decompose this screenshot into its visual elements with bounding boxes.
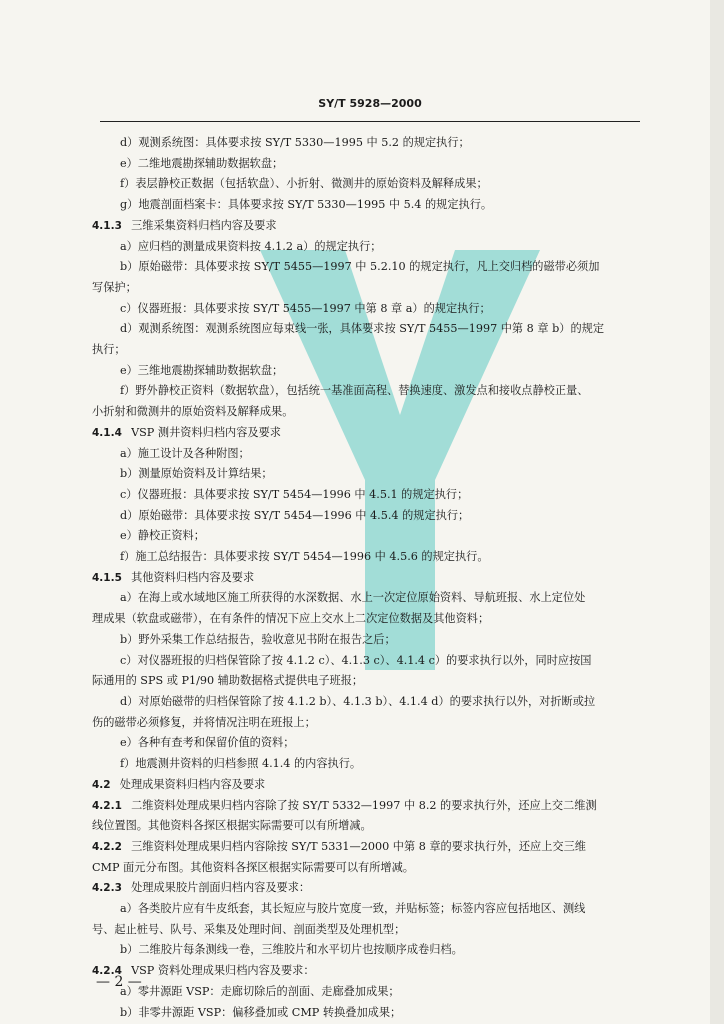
section-heading-line [92, 837, 652, 858]
text-line [92, 899, 652, 920]
line-text: b）二维胶片每条测线一卷，三维胶片和水平切片也按顺序成卷归档。 [120, 943, 463, 957]
text-line [92, 526, 652, 547]
line-text: 线位置图。其他资料各探区根据实际需要可以有所增减。 [92, 819, 372, 833]
text-line [92, 692, 652, 713]
line-text: a）施工设计及各种附图； [120, 446, 250, 460]
text-line [92, 319, 652, 340]
section-number: 4.1.5 [92, 571, 122, 584]
line-text: e）三维地震勘探辅助数据软盘； [120, 363, 284, 377]
section-heading-line [92, 961, 652, 982]
line-text: 二维资料处理成果归档内容除了按 SY/T 5332—1997 中 8.2 的要求执行外，还应上交二维测 [131, 798, 597, 812]
section-heading-line [92, 216, 652, 237]
text-line [92, 733, 652, 754]
text-line [92, 1003, 652, 1024]
text-line [92, 588, 652, 609]
text-line [92, 506, 652, 527]
line-text: d）原始磁带：具体要求按 SY/T 5454—1996 中 4.5.4 的规定执行； [120, 508, 470, 522]
page-header: SY/T 5928—2000 [318, 97, 422, 110]
text-line [92, 920, 652, 941]
line-text: 处理成果资料归档内容及要求 [119, 777, 266, 791]
line-text: VSP 资料处理成果归档内容及要求： [131, 964, 315, 978]
text-line [92, 816, 652, 837]
text-line [92, 754, 652, 775]
section-heading-line [92, 775, 652, 796]
line-text: d）观测系统图：观测系统图应每束线一张，具体要求按 SY/T 5455—1997 中第 8 章 b）的规定 [120, 322, 605, 336]
line-text: f）地震测井资料的归档参照 4.1.4 的内容执行。 [120, 757, 362, 771]
text-line [92, 982, 652, 1003]
section-heading-line [92, 796, 652, 817]
section-heading-line [92, 423, 652, 444]
line-text: 处理成果胶片剖面归档内容及要求： [131, 881, 311, 895]
line-text: f）表层静校正数据（包括软盘）、小折射、微测井的原始资料及解释成果； [120, 177, 488, 191]
section-number: 4.2.2 [92, 840, 122, 853]
line-text: CMP 面元分布图。其他资料各探区根据实际需要可以有所增减。 [92, 860, 414, 874]
line-text: 号、起止桩号、队号、采集及处理时间、剖面类型及处理机型； [92, 922, 406, 936]
line-text: e）静校正资料； [120, 529, 205, 543]
page-number: — 2 — [96, 974, 142, 990]
text-line [92, 651, 652, 672]
text-line [92, 464, 652, 485]
line-text: 伤的磁带必须修复，并将情况注明在班报上； [92, 715, 316, 729]
text-line [92, 940, 652, 961]
line-text: b）非零井源距 VSP：偏移叠加或 CMP 转换叠加成果； [120, 1005, 402, 1019]
text-line [92, 278, 652, 299]
section-number: 4.1.4 [92, 426, 122, 439]
text-line [92, 402, 652, 423]
text-line [92, 609, 652, 630]
line-text: b）野外采集工作总结报告，验收意见书附在报告之后； [120, 632, 396, 646]
text-line [92, 174, 652, 195]
section-number: 4.2.4 [92, 965, 122, 978]
text-line [92, 547, 652, 568]
line-text: c）仪器班报：具体要求按 SY/T 5455—1997 中第 8 章 a）的规定执行； [120, 301, 491, 315]
line-text: 理成果（软盘或磁带），在有条件的情况下应上交水上二次定位数据及其他资料； [92, 612, 490, 626]
section-heading-line [92, 568, 652, 589]
text-line [92, 381, 652, 402]
section-number: 4.2 [92, 778, 111, 791]
line-text: a）零井源距 VSP：走廊切除后的剖面、走廊叠加成果； [120, 984, 400, 998]
line-text: a）应归档的测量成果资料按 4.1.2 a）的规定执行； [120, 239, 382, 253]
section-number: 4.1.3 [92, 219, 122, 232]
line-text: b）测量原始资料及计算结果； [120, 467, 273, 481]
header-rule [100, 121, 640, 122]
text-line [92, 858, 652, 879]
section-heading-line [92, 878, 652, 899]
scan-edge [710, 0, 724, 1024]
line-text: g）地震剖面档案卡：具体要求按 SY/T 5330—1995 中 5.4 的规定执行。 [120, 198, 493, 212]
line-text: c）仪器班报：具体要求按 SY/T 5454—1996 中 4.5.1 的规定执行； [120, 487, 469, 501]
text-line [92, 340, 652, 361]
text-line [92, 257, 652, 278]
text-line [92, 154, 652, 175]
text-line [92, 195, 652, 216]
section-number: 4.2.1 [92, 799, 122, 812]
line-text: VSP 测井资料归档内容及要求 [131, 425, 281, 439]
line-text: 三维采集资料归档内容及要求 [131, 218, 277, 232]
text-line [92, 299, 652, 320]
text-line [92, 444, 652, 465]
line-text: 小折射和微测井的原始资料及解释成果。 [92, 405, 294, 419]
line-text: c）对仪器班报的归档保管除了按 4.1.2 c）、4.1.3 c）、4.1.4 c）的要求执行以外，同时应按国 [120, 653, 592, 667]
text-line [92, 671, 652, 692]
text-line [92, 630, 652, 651]
line-text: e）二维地震勘探辅助数据软盘； [120, 156, 284, 170]
line-text: 其他资料归档内容及要求 [131, 570, 255, 584]
line-text: d）观测系统图：具体要求按 SY/T 5330—1995 中 5.2 的规定执行； [120, 136, 470, 149]
line-text: d）对原始磁带的归档保管除了按 4.1.2 b）、4.1.3 b）、4.1.4 d）的要求执行以外，对折断或拉 [120, 694, 596, 708]
line-text: a）各类胶片应有牛皮纸套，其长短应与胶片宽度一致，并贴标签；标签内容应包括地区、测线 [120, 902, 586, 916]
text-line [92, 133, 652, 154]
line-text: b）原始磁带：具体要求按 SY/T 5455—1997 中 5.2.10 的规定执行，凡上交归档的磁带必须加 [120, 260, 600, 274]
line-text: f）野外静校正资料（数据软盘），包括统一基准面高程、替换速度、激发点和接收点静校正量、 [120, 384, 589, 398]
line-text: f）施工总结报告：具体要求按 SY/T 5454—1996 中 4.5.6 的规定执行。 [120, 550, 489, 564]
line-text: 写保护； [92, 280, 137, 294]
line-text: 执行； [92, 343, 126, 357]
section-number: 4.2.3 [92, 882, 122, 895]
text-line [92, 485, 652, 506]
line-text: 三维资料处理成果归档内容除按 SY/T 5331—2000 中第 8 章的要求执行外，还应上交三维 [131, 839, 586, 853]
line-text: e）各种有查考和保留价值的资料； [120, 736, 295, 750]
text-line [92, 713, 652, 734]
document-body [92, 133, 652, 1023]
line-text: a）在海上或水域地区施工所获得的水深数据、水上一次定位原始资料、导航班报、水上定位处 [120, 591, 586, 605]
text-line [92, 361, 652, 382]
text-line [92, 237, 652, 258]
line-text: 际通用的 SPS 或 P1/90 辅助数据格式提供电子班报； [92, 674, 364, 688]
